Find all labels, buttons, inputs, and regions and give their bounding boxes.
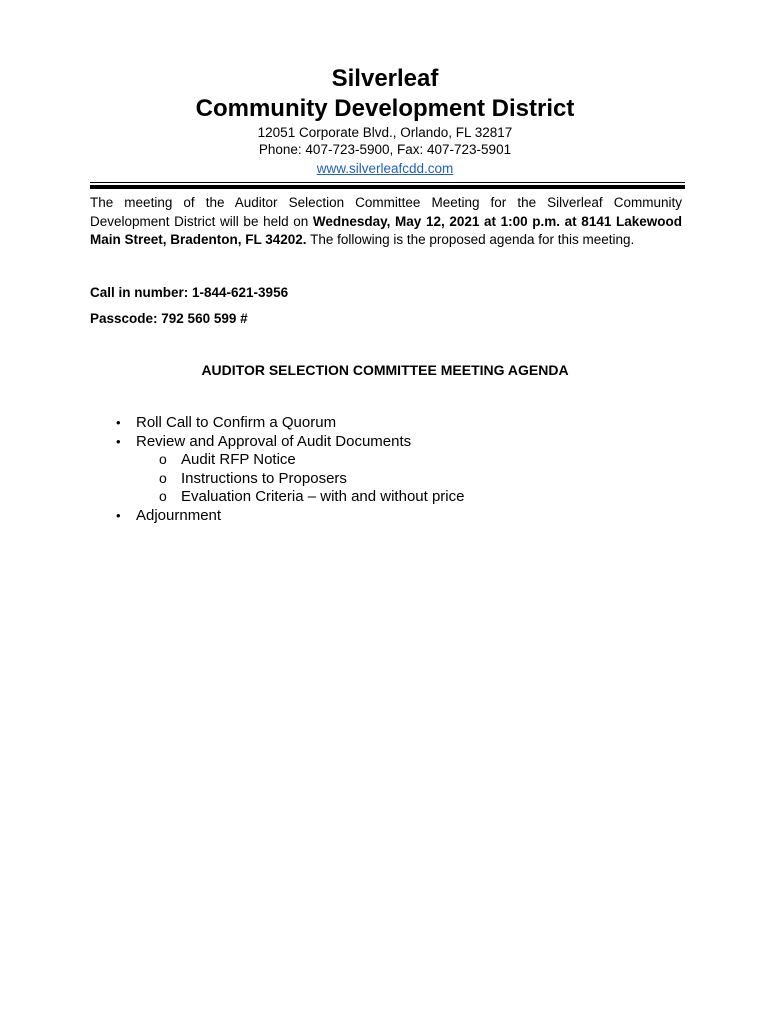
header-divider-thin bbox=[90, 182, 685, 183]
passcode: Passcode: 792 560 599 # bbox=[90, 311, 248, 326]
address-line: 12051 Corporate Blvd., Orlando, FL 32817 bbox=[257, 125, 513, 140]
agenda-sub-item bbox=[136, 470, 690, 489]
hollow-bullet-icon: o bbox=[159, 451, 167, 467]
phone-fax-line: Phone: 407-723-5900, Fax: 407-723-5901 bbox=[258, 142, 512, 157]
header-divider-thick bbox=[90, 185, 685, 189]
intro-text-start: The meeting of the Auditor Selection Committee Meeting for the Silverleaf Community Development District will be held on bbox=[90, 195, 682, 229]
meeting-intro-paragraph bbox=[90, 194, 682, 250]
bullet-icon: • bbox=[116, 415, 121, 430]
agenda-sub-list bbox=[136, 451, 690, 507]
agenda-item bbox=[90, 433, 690, 507]
district-name-title: Silverleaf bbox=[331, 65, 439, 92]
agenda-sub-item bbox=[136, 488, 690, 507]
agenda-item-label: Review and Approval of Audit Documents bbox=[136, 432, 412, 450]
agenda-item bbox=[90, 414, 690, 433]
website-line bbox=[0, 160, 770, 178]
meeting-date-location: Wednesday, May 12, 2021 at 1:00 p.m. at 8141 Lakewood Main Street, Bradenton, FL 34202. bbox=[90, 213, 682, 247]
website-link[interactable]: www.silverleafcdd.com bbox=[316, 161, 454, 176]
agenda-sub-item-label: Evaluation Criteria – with and without price bbox=[181, 488, 465, 505]
hollow-bullet-icon: o bbox=[159, 488, 167, 504]
agenda-sub-item-label: Instructions to Proposers bbox=[181, 469, 347, 487]
agenda-item bbox=[90, 507, 690, 526]
intro-text-end: The following is the proposed agenda for this meeting. bbox=[306, 232, 635, 247]
agenda-sub-item bbox=[136, 451, 690, 470]
hollow-bullet-icon: o bbox=[159, 469, 167, 486]
bullet-icon: • bbox=[116, 433, 121, 449]
agenda-sub-item-label: Audit RFP Notice bbox=[181, 451, 296, 468]
bullet-icon: • bbox=[116, 507, 121, 523]
agenda-item-label: Roll Call to Confirm a Quorum bbox=[136, 414, 337, 431]
district-subtitle: Community Development District bbox=[195, 95, 575, 122]
call-in-number: Call in number: 1-844-621-3956 bbox=[90, 285, 289, 300]
agenda-heading: AUDITOR SELECTION COMMITTEE MEETING AGENDA bbox=[201, 362, 569, 378]
agenda-list bbox=[90, 414, 690, 525]
agenda-item-label: Adjournment bbox=[136, 506, 222, 524]
